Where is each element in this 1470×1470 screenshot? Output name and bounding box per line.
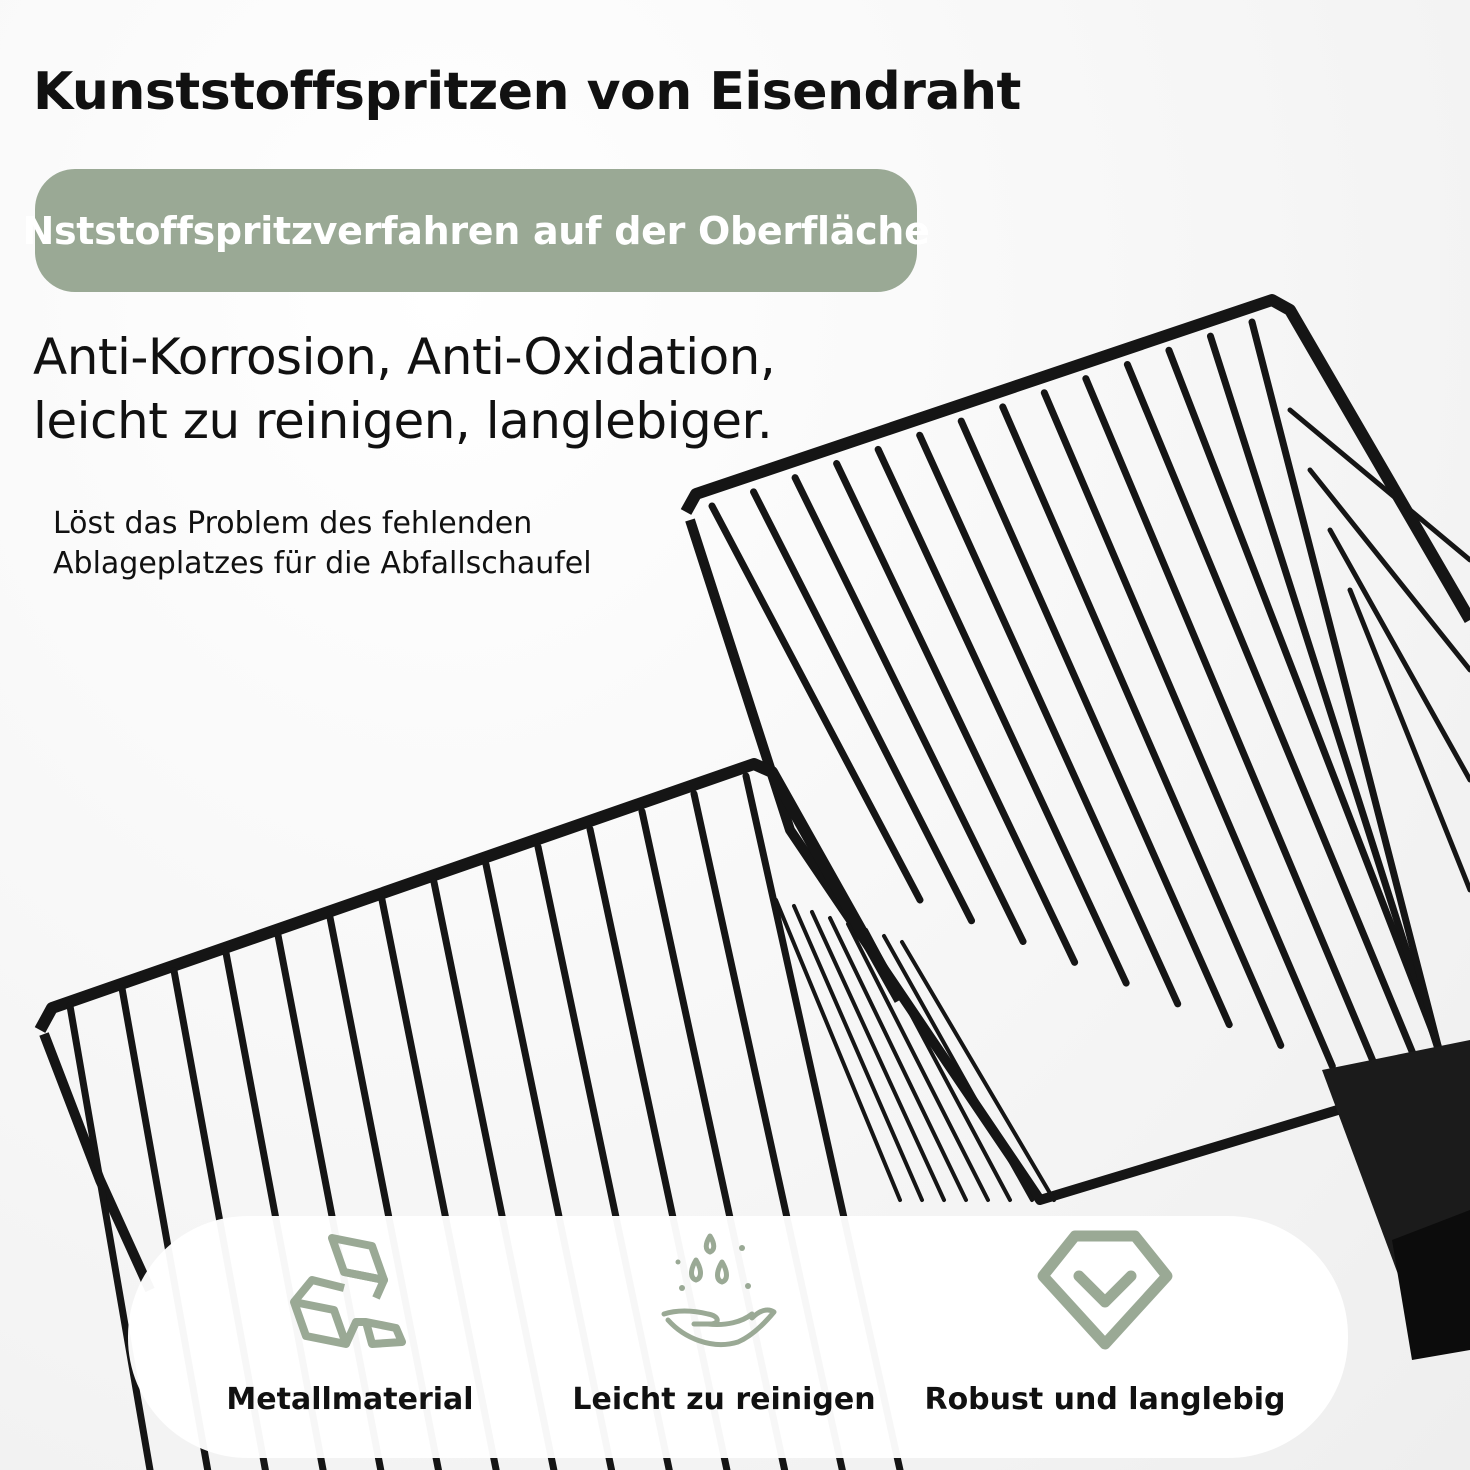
note-line-1: Löst das Problem des fehlenden bbox=[53, 506, 533, 541]
metal-bars-icon bbox=[280, 1226, 420, 1366]
diamond-check-icon bbox=[1035, 1226, 1175, 1366]
back-scoop-side-wire bbox=[1350, 590, 1470, 890]
highlight-metal bbox=[160, 1226, 540, 1456]
water-drops-hand-icon bbox=[654, 1226, 794, 1366]
back-scoop-wire bbox=[754, 492, 972, 921]
benefits-line-1: Anti-Korrosion, Anti-Oxidation, bbox=[33, 328, 776, 386]
back-scoop-wire bbox=[1044, 393, 1332, 1066]
back-scoop-side-wire bbox=[776, 900, 900, 1200]
badge-text: Nststoffspritzverfahren auf der Oberfläche bbox=[22, 208, 930, 253]
page-title: Kunststoffspritzen von Eisendraht bbox=[33, 62, 1021, 122]
benefits-line-2: leicht zu reinigen, langlebiger. bbox=[33, 392, 773, 450]
back-scoop-side-wire bbox=[794, 906, 922, 1200]
highlight-clean bbox=[534, 1226, 914, 1456]
back-scoop-side-wire bbox=[1330, 530, 1470, 780]
highlight-durable bbox=[915, 1226, 1295, 1456]
highlight-label-metal: Metallmaterial bbox=[226, 1382, 474, 1417]
highlight-label-clean: Leicht zu reinigen bbox=[572, 1382, 876, 1417]
note-line-2: Ablageplatzes für die Abfallschaufel bbox=[53, 546, 592, 581]
highlight-label-durable: Robust und langlebig bbox=[924, 1382, 1286, 1417]
back-scoop-side-wire bbox=[1290, 410, 1470, 560]
coating-badge bbox=[22, 169, 930, 292]
